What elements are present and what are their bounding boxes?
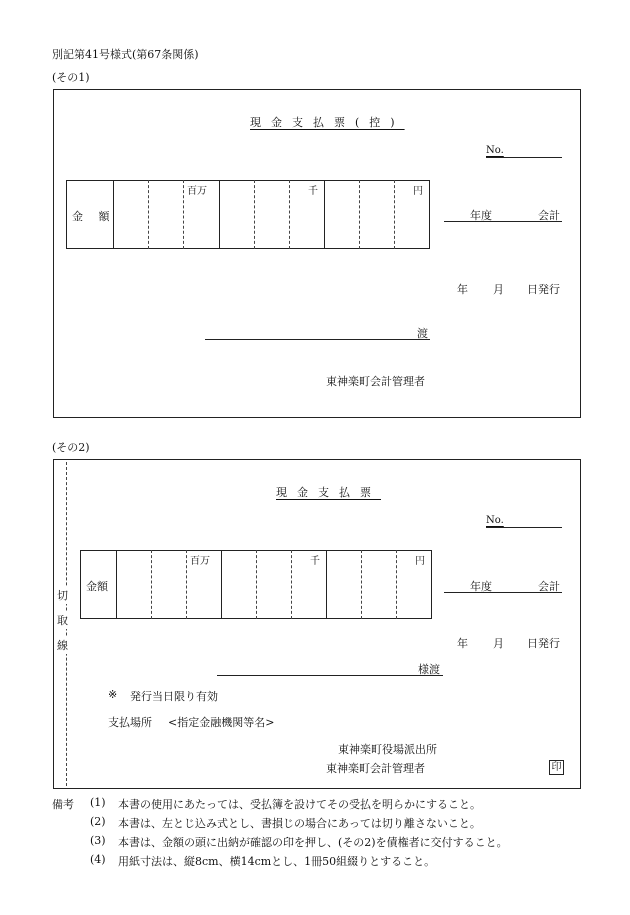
note-num: (3)	[90, 834, 106, 847]
part2-frame	[53, 459, 581, 789]
validity-text: 発行当日限り有効	[130, 690, 218, 703]
part1-grid-dash	[359, 180, 360, 249]
part2-recipient-line	[217, 675, 443, 676]
cut-line-char: 切	[57, 586, 68, 604]
cut-line-char: 線	[57, 636, 68, 654]
part2-no-label: No.	[486, 515, 504, 526]
pay-place-label: 支払場所	[108, 716, 152, 729]
part1-grid-divider	[219, 180, 220, 249]
part2-date-issue: 日発行	[527, 637, 560, 650]
part1-grid-dash	[254, 180, 255, 249]
part1-fiscal-year: 年度	[470, 209, 492, 222]
part1-grid-dash	[289, 180, 290, 249]
note-text: 本書の使用にあたっては、受払簿を設けてその受払を明らかにすること。	[118, 798, 481, 811]
part1-grid-dash	[183, 180, 184, 249]
cut-line-char: 取	[57, 611, 68, 629]
form-title: 別記第41号様式(第67条関係)	[52, 48, 199, 61]
part2-unit-thousand: 千	[310, 556, 320, 567]
note-num: (2)	[90, 815, 106, 828]
part1-unit-million: 百万	[187, 186, 207, 197]
part1-label: (その1)	[52, 71, 90, 84]
part1-frame	[53, 89, 581, 418]
part1-handover: 渡	[417, 327, 428, 340]
part2-grid-dash	[361, 550, 362, 619]
note-num: (4)	[90, 853, 106, 866]
part2-fiscal-year: 年度	[470, 580, 492, 593]
part1-account: 会計	[538, 209, 560, 222]
part2-title: 現金支払票	[276, 486, 381, 499]
part1-unit-yen: 円	[413, 186, 423, 197]
part2-grid-dash	[151, 550, 152, 619]
validity-mark: ※	[108, 688, 118, 701]
note-num: (1)	[90, 796, 106, 809]
part1-date-year: 年	[457, 283, 468, 296]
part2-label: (その2)	[52, 441, 90, 454]
part2-grid-dash	[256, 550, 257, 619]
part1-grid-dash	[148, 180, 149, 249]
part1-issuer: 東神楽町会計管理者	[326, 375, 425, 388]
pay-place-value: <指定金融機関等名>	[168, 716, 275, 729]
part2-unit-million: 百万	[190, 556, 210, 567]
note-text: 用紙寸法は、縦8cm、横14cmとし、1冊50組綴りとすること。	[118, 855, 436, 868]
part1-no-label: No.	[486, 145, 504, 156]
part2-issuer: 東神楽町会計管理者	[326, 762, 425, 775]
part2-account-line	[444, 592, 562, 593]
part2-office: 東神楽町役場派出所	[338, 743, 437, 756]
part2-date-year: 年	[457, 637, 468, 650]
part1-date-issue: 日発行	[527, 283, 560, 296]
part2-amount-label: 金額	[86, 580, 108, 593]
part1-amount-label: 金 額	[72, 210, 116, 223]
note-text: 本書は、金額の頭に出納が確認の印を押し、(その2)を債権者に交付すること。	[118, 836, 508, 849]
note-text: 本書は、左とじ込み式とし、書損じの場合にあっては切り離さないこと。	[118, 817, 481, 830]
part1-handover-line	[205, 339, 430, 340]
part1-unit-thousand: 千	[308, 186, 318, 197]
part1-amount-grid	[66, 180, 430, 249]
part2-grid-divider	[116, 550, 117, 619]
part2-grid-divider	[326, 550, 327, 619]
part1-grid-dash	[394, 180, 395, 249]
notes-label: 備考	[52, 798, 74, 811]
part1-no-line	[486, 157, 562, 158]
part1-date-month: 月	[493, 283, 504, 296]
part2-account: 会計	[538, 580, 560, 593]
part2-grid-dash	[396, 550, 397, 619]
part2-recipient: 様渡	[418, 663, 440, 676]
part1-account-line	[444, 221, 562, 222]
part2-grid-divider	[221, 550, 222, 619]
part1-title: 現金支払票(控)	[250, 116, 405, 129]
part2-unit-yen: 円	[415, 556, 425, 567]
part2-date-month: 月	[493, 637, 504, 650]
seal-stamp: 印	[549, 760, 564, 775]
part2-grid-dash	[291, 550, 292, 619]
part2-no-line	[486, 527, 562, 528]
part2-grid-dash	[186, 550, 187, 619]
part1-grid-divider	[324, 180, 325, 249]
